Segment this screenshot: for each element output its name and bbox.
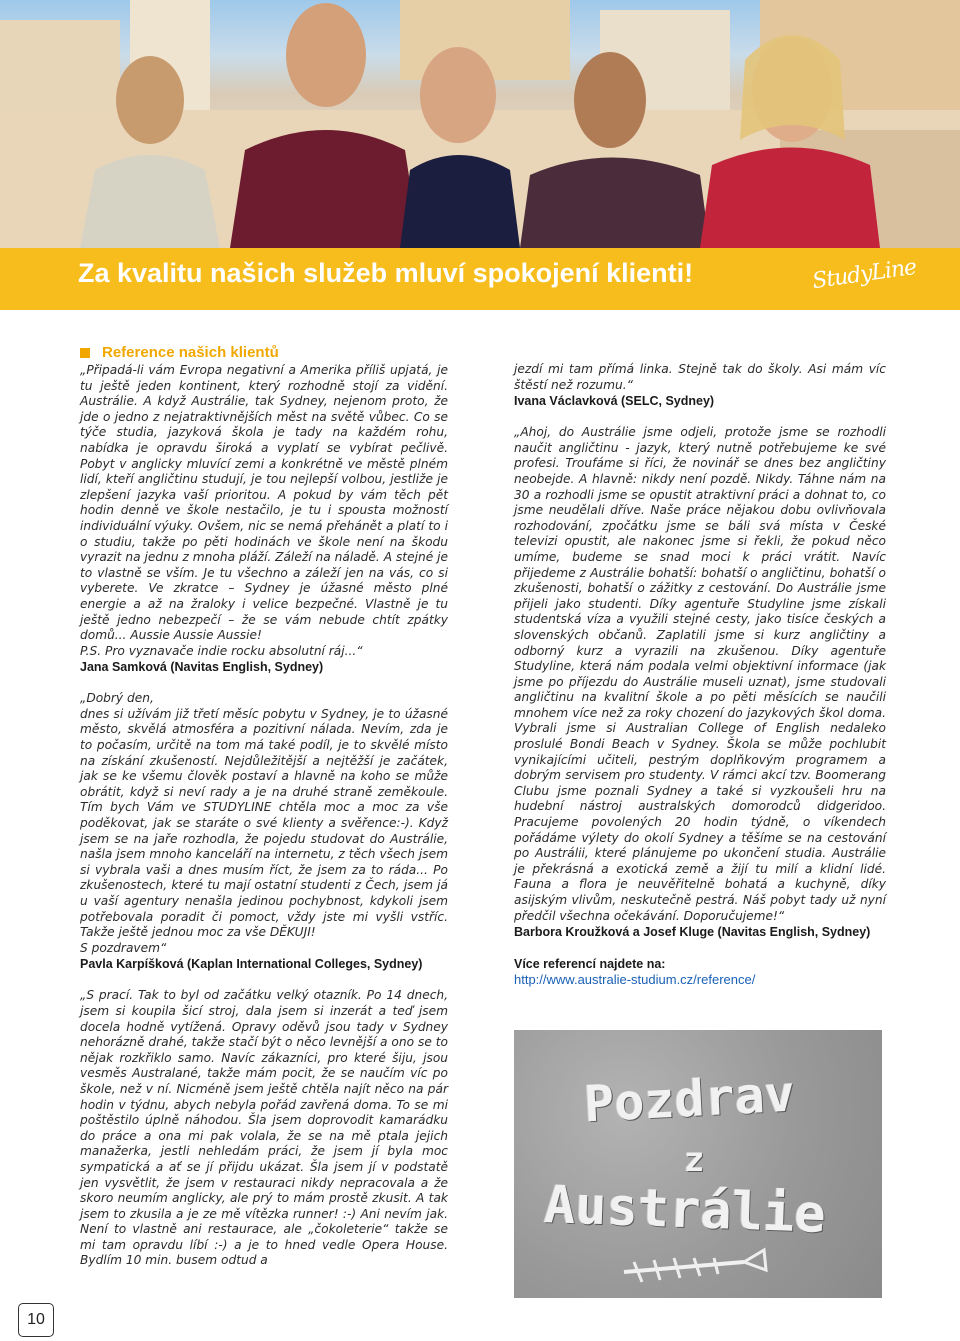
group-photo-illustration	[0, 0, 960, 248]
studyline-logo: StudyLine	[810, 254, 918, 295]
testimonial-text: „Připadá-li vám Evropa negativní a Amerika příliš upjatá, je tu ještě jeden kontinent, který rozhodně stojí za vidění. Austrálie. A když Austrálie, tak Sydney, nejenom proto, že jde o jedno z nejatraktivnějších měst na světě vůbec. Co se týče studia, jazyková škola je tady na každém rohu, nabídka je opravdu široká a vyplatí se vybírat pečlivě. Pobyt v anglicky mluvící zemi a konkrétně ve městě plném lidí, kteří angličtinu studují, je tou nejlepší volbou, jestliže je zlepšení jazyka vaší prioritou. A pokud by vám těch pět hodin denně ve škole nestačilo, je tu i spousta možností individuální výuky. Ovšem, nic se nemá přehánět a platí to i o studiu, takže po pěti hodinách ve škole není na škodu vyrazit na jednu z mnoha pláží. Záleží na náladě. A stejné je to vlastně se vším. Je tu všechno a záleží jen na vás, co si vyberete. Ve zkratce – Sydney je úžasné město plné energie a až na žraloky i velice bezpečné. Vlastně je tu ještě jedno nebezpečí – že se vám nebude chtít zpátky domů... Aussie Aussie Aussie!	[80, 363, 448, 643]
right-column	[514, 362, 886, 988]
testimonial-ps: P.S. Pro vyznavače indie rocku absolutní ráj...“	[80, 643, 363, 658]
square-bullet-icon	[80, 348, 90, 358]
page-title: Za kvalitu našich služeb mluví spokojení klienti!	[78, 258, 694, 288]
more-references-link[interactable]: http://www.australie-studium.cz/reference/	[514, 972, 756, 988]
header-photo	[0, 0, 960, 248]
page-number: 10	[18, 1303, 54, 1337]
testimonial-author: Jana Samková (Navitas English, Sydney)	[80, 660, 324, 675]
testimonial-closing: S pozdravem“	[80, 940, 167, 955]
testimonial-greeting: „Dobrý den,	[80, 691, 154, 706]
testimonial-author: Ivana Václavková (SELC, Sydney)	[514, 394, 715, 409]
sand-text-line2: z	[684, 1140, 705, 1180]
testimonial-text: dnes si užívám již třetí měsíc pobytu v Sydney, je to úžasné město, skvělá atmosféra a pozitivní nálada. Nevím, zda je to počasím, určitě na tom má také podíl, je to skvělé místo na získání zkušeností. Nejdůležitější a nejtěžší je začátek, jak se ke všemu člověk postaví a hlavně na koho se může obrátit, když si neví rady a je na druhé straně zeměkoule. Tím bych Vám ve STUDYLINE chtěla moc a moc za vše poděkovat, jak se staráte o své klienty a svěřence:-). Když jsem se na jaře rozhodla, že pojedu studovat do Austrálie, našla jsem mnoho kanceláří na internetu, z těch všech jsem si vybrala vaši a dnes musím říct, že jsem za to ráda... Po zkušenostech, které tu mají ostatní studenti z Čech, jsem já u vaší agentury nenašla jedinou pochybnost, kdykoli jsem potřebovala poradit či pomoct, vždy jste mi vyšli vstříc. Takže ještě jednou moc za vše DĚKUJI!	[80, 706, 448, 940]
testimonial-author: Pavla Karpíšková (Kaplan International Colleges, Sydney)	[80, 957, 423, 972]
testimonial-text: „Ahoj, do Austrálie jsme odjeli, protože jsme se rozhodli naučit angličtinu - jazyk, který nutně potřebujeme ke své profesi. Troufáme si říci, že novinář se dnes bez angličtiny neobejde. A hlavně: nikdy není pozdě. Nikdy. Táhne nám na 30 a rozhodli jsme se opustit atraktivní práci a dohnat to, co jsme neudělali dříve. Naše práce nějakou dobu ovlivňovala rozhodování, zpočátku jsme se báli svá místa v České televizi opustit, ale nakonec jsme si řekli, že pokud něco umíme, budeme se snad moci k práci vrátit. Navíc přijedeme z Austrálie bohatší: bohatší o angličtinu, bohatší o zkušenosti, bohatší o zážitky z cestování. Do Austrálie jsme přijeli jako studenti. Díky agentuře Studyline jsme získali studentská víza a využili stejné cesty, jako tisíce českých a slovenských občanů. Zaplatili jsme si kurz angličtiny a odborný kurz a vyrazili na zkušenou. Díky agentuře Studyline, která nám podala velmi objektivní informace (jak jsme po příjezdu do Austrálie museli uznat), jsme studovali angličtinu na kvalitní škole a po pěti měsících se naučili mnohem více než za roky chození do jazykových škol doma. Vybrali jsme si Australian College of English nedaleko proslulé Bondi Beach v Sydney. Škola se může pochlubit vynikajícími učiteli, pestrým doplňkovým programem a dobrým servisem pro studenty. V rámci akcí tzv. Boomerang Clubu jsme poznali Sydney a také si vyzkoušeli hru na hudební nástroj australských domorodců didgeridoo. Pracujeme povolených 20 hodin týdně, o víkendech pořádáme výlety do okolí Sydney a těšíme se na cestování po Austrálii, které plánujeme po ukončení studia. Austrálie je překrásná a exotická země a žijí tu milí a klidní lidé. Fauna a flora je neuvěřitelně bohatá a kuchyně, díky asijským vlivům, neskutečně pestrá. Náš pobyt tady už nyní předčil všechna očekávání. Doporučujeme!“	[514, 425, 886, 923]
title-banner	[0, 248, 960, 310]
section-heading	[80, 344, 448, 362]
sand-writing-photo	[514, 1030, 882, 1298]
testimonial-author: Barbora Kroužková a Josef Kluge (Navitas English, Sydney)	[514, 925, 871, 940]
testimonial-text: „S prací. Tak to byl od začátku velký otazník. Po 14 dnech, jsem si koupila šicí stroj, dala jsem si inzerát a teď jsem docela hodně vytížená. Opravy oděvů jsou tady v Sydney nehorázně drahé, takže stačí být o něco levnější a ono se to nějak rozkřiklo samo. Navíc zákazníci, pro které šiju, jsou vesměs Australané, takže mám pocit, že se naučím víc po škole, než v ní. Nicméně jsem ještě chtěla najít něco na pár hodin v týdnu, abych nebyla pořád zavřená doma. To se mi poštěstilo úplně náhodou. Šla jsem doprovodit kamarádku do práce a ona mi pak volala, že se na mě ptala jejich manažerka, jestli nehledám práci, že jsem jí byla moc sympatická a ať se jí přijdu ukázat. Šla jsem jí v podstatě jen vysvětlit, že jsem v restauraci nikdy nepracovala a že skoro neumím anglicky, ale prý to mám prostě zkusit. A tak jsem to zkusila a je ze mě vítězka runner! :-) Ani nevím jak. Není to vlastně ani restaurace, ale „čokoleterie“ takže se mi tam opravdu líbí :-) a je to hned vedle Opera House. Bydlím 10 min. busem odtud a	[80, 988, 448, 1268]
section-heading-text: Reference našich klientů	[102, 344, 279, 361]
left-column	[80, 344, 448, 1269]
sand-text-line3: Austrálie	[543, 1175, 827, 1245]
more-references-label: Více referencí najdete na:	[514, 957, 666, 972]
sand-text-line1: Pozdrav	[582, 1064, 797, 1134]
fish-skeleton-icon	[514, 1030, 882, 1298]
testimonial-text: jezdí mi tam přímá linka. Stejně tak do školy. Asi mám víc štěstí než rozumu.“	[514, 362, 886, 392]
